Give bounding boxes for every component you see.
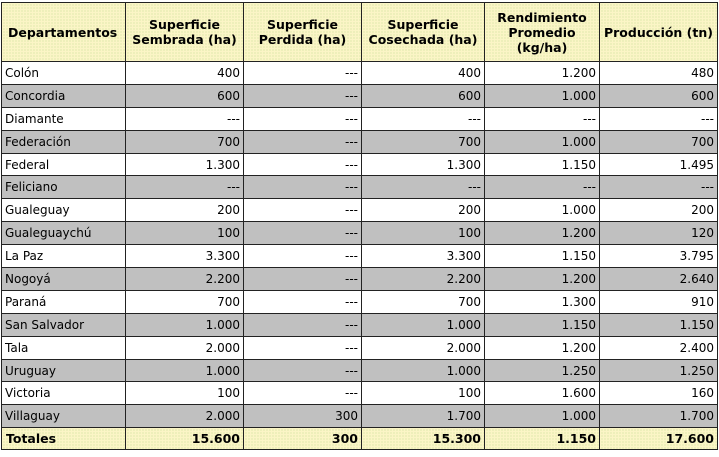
cell-produccion: 910 [600, 290, 718, 313]
table-row [2, 84, 718, 107]
cell-produccion: 160 [600, 382, 718, 405]
cell-produccion: 3.795 [600, 245, 718, 268]
cell-departamento: Paraná [2, 290, 126, 313]
cell-rendimiento: 1.150 [485, 153, 600, 176]
cell-departamento: Feliciano [2, 176, 126, 199]
cell-sembrada: 200 [126, 199, 244, 222]
cell-produccion: 600 [600, 84, 718, 107]
cell-perdida: --- [244, 268, 362, 291]
cell-perdida: --- [244, 313, 362, 336]
totals-cosechada: 15.300 [362, 428, 485, 450]
cell-perdida: --- [244, 176, 362, 199]
cell-perdida: 300 [244, 405, 362, 428]
cell-departamento: Villaguay [2, 405, 126, 428]
cell-departamento: La Paz [2, 245, 126, 268]
table-row [2, 268, 718, 291]
cell-sembrada: 1.300 [126, 153, 244, 176]
header-superficie-perdida: Superficie Perdida (ha) [244, 3, 362, 62]
totals-row [2, 428, 718, 450]
cell-sembrada: 700 [126, 130, 244, 153]
cell-rendimiento: --- [485, 176, 600, 199]
cell-cosechada: 200 [362, 199, 485, 222]
cell-cosechada: 600 [362, 84, 485, 107]
cell-cosechada: --- [362, 176, 485, 199]
cell-cosechada: 1.300 [362, 153, 485, 176]
cell-rendimiento: 1.200 [485, 222, 600, 245]
cell-sembrada: --- [126, 176, 244, 199]
header-produccion: Producción (tn) [600, 3, 718, 62]
cell-produccion: 1.150 [600, 313, 718, 336]
cell-perdida: --- [244, 153, 362, 176]
header-superficie-sembrada: Superficie Sembrada (ha) [126, 3, 244, 62]
cell-rendimiento: 1.000 [485, 199, 600, 222]
cell-rendimiento: 1.150 [485, 313, 600, 336]
cell-perdida: --- [244, 199, 362, 222]
header-superficie-cosechada: Superficie Cosechada (ha) [362, 3, 485, 62]
cell-cosechada: --- [362, 107, 485, 130]
table-row [2, 130, 718, 153]
table-row [2, 382, 718, 405]
cell-sembrada: 1.000 [126, 359, 244, 382]
cell-rendimiento: 1.000 [485, 405, 600, 428]
cell-sembrada: 2.000 [126, 336, 244, 359]
table-row [2, 336, 718, 359]
cell-produccion: 1.700 [600, 405, 718, 428]
cell-rendimiento: 1.600 [485, 382, 600, 405]
cell-sembrada: 2.000 [126, 405, 244, 428]
cell-cosechada: 700 [362, 130, 485, 153]
cell-produccion: 2.400 [600, 336, 718, 359]
cell-cosechada: 700 [362, 290, 485, 313]
cell-rendimiento: 1.200 [485, 268, 600, 291]
cell-rendimiento: --- [485, 107, 600, 130]
cell-sembrada: 700 [126, 290, 244, 313]
cell-sembrada: --- [126, 107, 244, 130]
cell-departamento: Diamante [2, 107, 126, 130]
cell-cosechada: 3.300 [362, 245, 485, 268]
table-row [2, 176, 718, 199]
table-row [2, 199, 718, 222]
cell-perdida: --- [244, 130, 362, 153]
cell-departamento: Gualeguay [2, 199, 126, 222]
header-rendimiento-promedio: Rendimiento Promedio (kg/ha) [485, 3, 600, 62]
cell-cosechada: 1.700 [362, 405, 485, 428]
table-body [2, 62, 718, 428]
cell-perdida: --- [244, 382, 362, 405]
table-row [2, 290, 718, 313]
table-row [2, 107, 718, 130]
totals-sembrada: 15.600 [126, 428, 244, 450]
totals-perdida: 300 [244, 428, 362, 450]
production-table [1, 2, 718, 450]
totals-produccion: 17.600 [600, 428, 718, 450]
cell-rendimiento: 1.200 [485, 336, 600, 359]
cell-departamento: Uruguay [2, 359, 126, 382]
cell-produccion: 480 [600, 62, 718, 85]
cell-produccion: 2.640 [600, 268, 718, 291]
table-row [2, 313, 718, 336]
cell-cosechada: 1.000 [362, 359, 485, 382]
cell-cosechada: 2.000 [362, 336, 485, 359]
cell-sembrada: 2.200 [126, 268, 244, 291]
table-row [2, 222, 718, 245]
cell-cosechada: 400 [362, 62, 485, 85]
cell-sembrada: 400 [126, 62, 244, 85]
cell-perdida: --- [244, 359, 362, 382]
table-row [2, 245, 718, 268]
cell-sembrada: 100 [126, 222, 244, 245]
cell-cosechada: 1.000 [362, 313, 485, 336]
cell-perdida: --- [244, 222, 362, 245]
cell-departamento: Colón [2, 62, 126, 85]
header-row [2, 3, 718, 62]
cell-departamento: Federal [2, 153, 126, 176]
cell-produccion: 120 [600, 222, 718, 245]
totals-rendimiento: 1.150 [485, 428, 600, 450]
cell-cosechada: 2.200 [362, 268, 485, 291]
table-row [2, 62, 718, 85]
cell-produccion: --- [600, 176, 718, 199]
table-row [2, 153, 718, 176]
header-departamentos: Departamentos [2, 3, 126, 62]
cell-sembrada: 600 [126, 84, 244, 107]
cell-departamento: Concordia [2, 84, 126, 107]
table-row [2, 405, 718, 428]
cell-perdida: --- [244, 290, 362, 313]
cell-perdida: --- [244, 107, 362, 130]
cell-cosechada: 100 [362, 382, 485, 405]
cell-produccion: 700 [600, 130, 718, 153]
cell-departamento: Nogoyá [2, 268, 126, 291]
cell-perdida: --- [244, 84, 362, 107]
cell-perdida: --- [244, 62, 362, 85]
cell-perdida: --- [244, 245, 362, 268]
cell-rendimiento: 1.200 [485, 62, 600, 85]
totals-label: Totales [2, 428, 126, 450]
cell-produccion: --- [600, 107, 718, 130]
cell-rendimiento: 1.250 [485, 359, 600, 382]
cell-produccion: 200 [600, 199, 718, 222]
cell-produccion: 1.495 [600, 153, 718, 176]
table-row [2, 359, 718, 382]
cell-rendimiento: 1.000 [485, 130, 600, 153]
cell-rendimiento: 1.150 [485, 245, 600, 268]
cell-departamento: Victoria [2, 382, 126, 405]
cell-cosechada: 100 [362, 222, 485, 245]
cell-departamento: San Salvador [2, 313, 126, 336]
cell-rendimiento: 1.300 [485, 290, 600, 313]
cell-departamento: Federación [2, 130, 126, 153]
cell-sembrada: 1.000 [126, 313, 244, 336]
cell-perdida: --- [244, 336, 362, 359]
cell-sembrada: 3.300 [126, 245, 244, 268]
cell-rendimiento: 1.000 [485, 84, 600, 107]
cell-departamento: Tala [2, 336, 126, 359]
cell-sembrada: 100 [126, 382, 244, 405]
cell-departamento: Gualeguaychú [2, 222, 126, 245]
cell-produccion: 1.250 [600, 359, 718, 382]
